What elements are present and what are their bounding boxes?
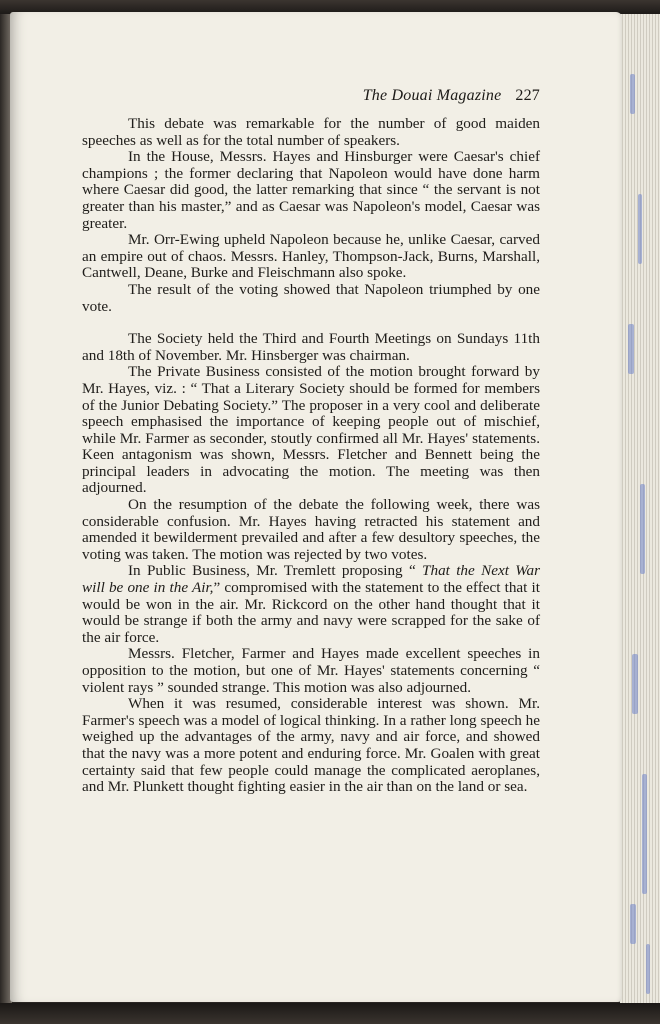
- motion-intro: In Public Business, Mr. Tremlett proposing “: [128, 562, 423, 580]
- paragraph: Mr. Orr-Ewing upheld Napoleon because he, unlike Caesar, carved an empire out of chaos. Messrs. Hanley, Thompson-Jack, Burns, Marshall, Cantwell, Deane, Burke and Fleischmann also spoke.: [82, 231, 540, 282]
- article-body: [82, 116, 540, 796]
- paragraph: The Society held the Third and Fourth Meetings on Sundays 11th and 18th of November. Mr. Hinsberger was chairman.: [82, 330, 540, 364]
- page-fore-edge: [620, 14, 660, 1004]
- paragraph-motion: [82, 563, 540, 646]
- paragraph: The Private Business consisted of the motion brought forward by Mr. Hayes, viz. : “ That a Literary Society should be formed for members of the Junior Debating Society.” The proposer in a very cool and deliberate speech emphasised the importance of keeping people out of mischief, while Mr. Farmer as seconder, stoutly confirmed all Mr. Hayes' statements. Keen antagonism was shown, Messrs. Fletcher and Bennett being the principal leaders in advocating the motion. The meeting was then adjourned.: [82, 363, 540, 497]
- page-number: 227: [515, 87, 540, 104]
- running-head: [363, 87, 540, 105]
- journal-title: The Douai Magazine: [362, 87, 502, 104]
- motion-title: That the Next War will be one in the Air,: [82, 562, 541, 597]
- paragraph: On the resumption of the debate the following week, there was considerable confusion. Mr. Hayes having retracted his statement and amended it bewilderment prevailed and after a few desultory speeches, the voting was taken. The motion was rejected by two votes.: [82, 496, 540, 563]
- paragraph: When it was resumed, considerable interest was shown. Mr. Farmer's speech was a model of logical thinking. In a rather long speech he weighed up the advantages of the army, navy and air force, and showed that the navy was a more potent and enduring force. Mr. Goalen with great certainty said that few people could manage the complicated aeroplanes, and Mr. Plunkett thought fighting easier in the air than on the land or sea.: [82, 695, 540, 796]
- scan-bottom-edge: [0, 1003, 660, 1024]
- motion-rest: ” compromised with the statement to the effect that it would be won in the air. Mr. Rickcord on the other hand thought that it would be strange if both the army and navy were scrapped for the sake of the air force.: [82, 579, 540, 646]
- paragraph: The result of the voting showed that Napoleon triumphed by one vote.: [82, 280, 540, 315]
- paragraph: In the House, Messrs. Hayes and Hinsburger were Caesar's chief champions ; the former declaring that Napoleon would have done harm where Caesar did good, the latter remarking that since “ the servant is not greater than his master,” and as Caesar was Napoleon's model, Caesar was greater.: [82, 148, 540, 232]
- paragraph: This debate was remarkable for the number of good maiden speeches as well as for the total number of speakers.: [82, 115, 540, 149]
- paragraph: Messrs. Fletcher, Farmer and Hayes made excellent speeches in opposition to the motion, but one of Mr. Hayes' statements concerning “ violent rays ” sounded strange. This motion was also adjourned.: [82, 645, 540, 696]
